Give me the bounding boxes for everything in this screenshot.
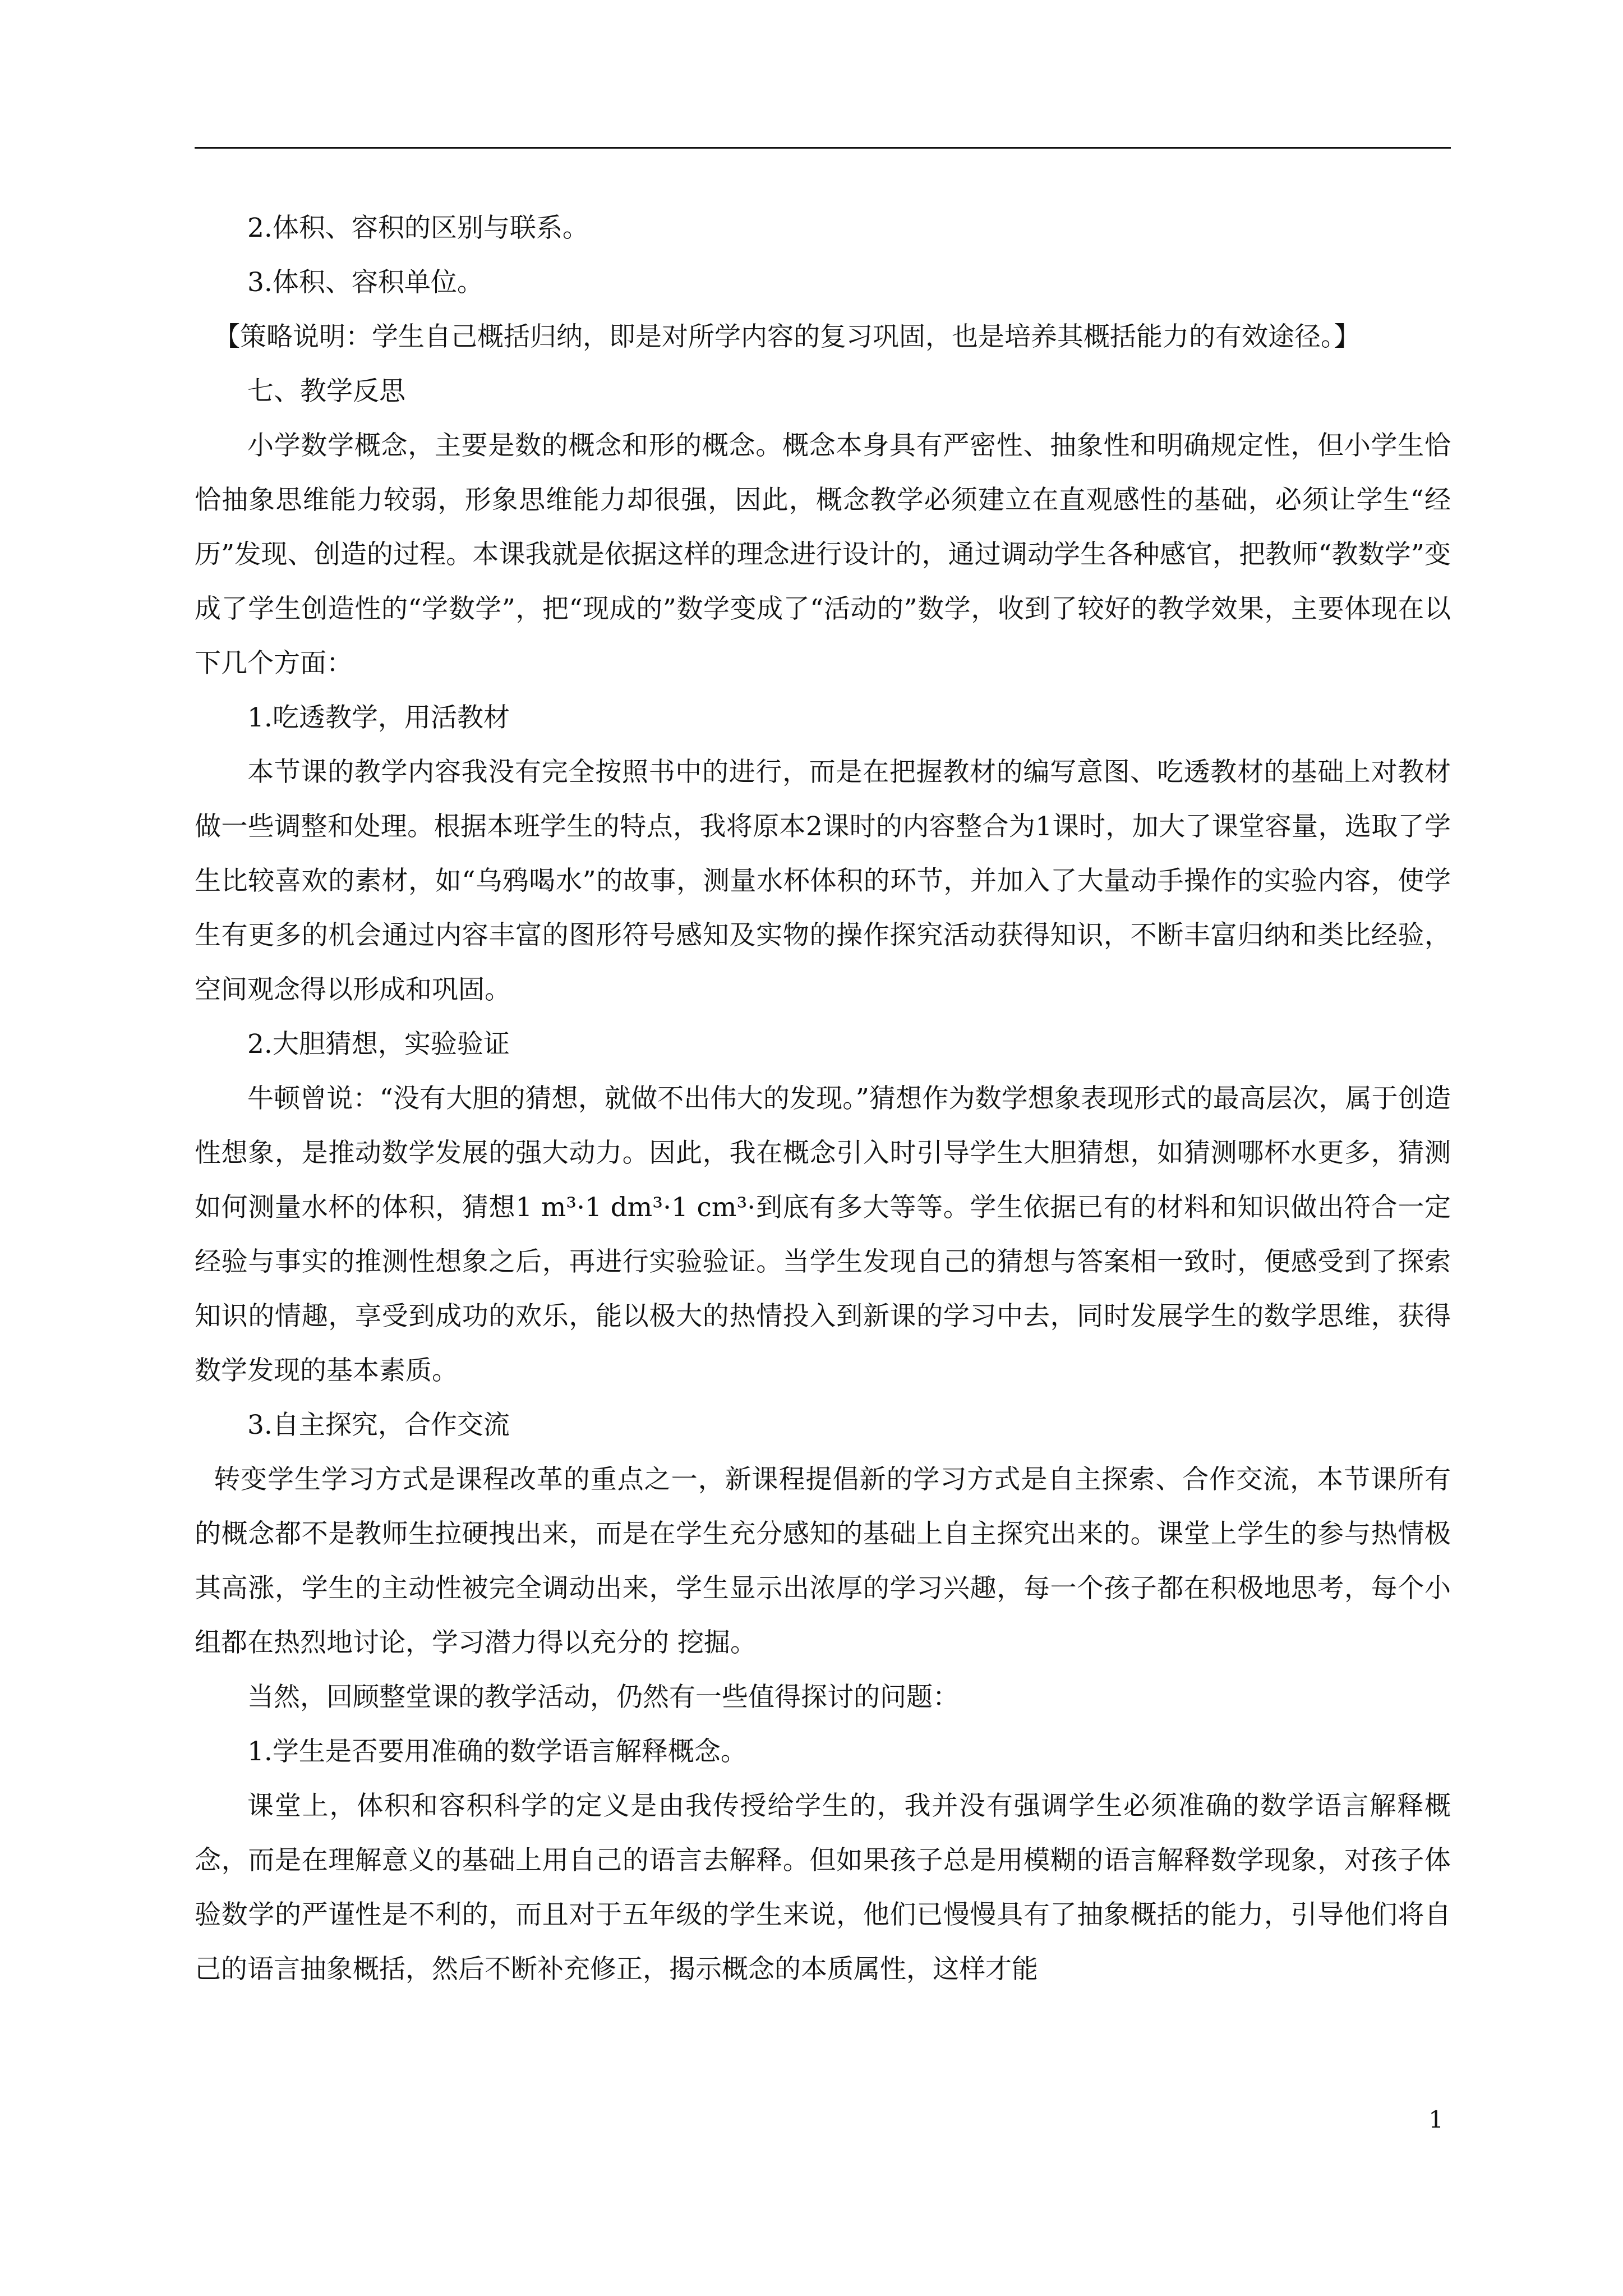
paragraph: 牛顿曾说：“没有大胆的猜想，就做不出伟大的发现。”猜想作为数学想象表现形式的最高层次，属于创造性想象，是推动数学发展的强大动力。因此，我在概念引入时引导学生大胆猜想，如猜测哪杯水更多，猜测如何测量水杯的体积，猜想1 m³·1 dm³·1 cm³·到底有多大等等。学生依据已有的材料和知识做出符合一定经验与事实的推测性想象之后，再进行实验验证。当学生发现自己的猜想与答案相一致时，便感受到了探索知识的情趣，享受到成功的欢乐，能以极大的热情投入到新课的学习中去，同时发展学生的数学思维，获得数学发现的基本素质。 [195,1083,1451,1386]
paragraph: 当然，回顾整堂课的教学活动，仍然有一些值得探讨的问题： [247,1682,959,1713]
paragraph: 2.体积、容积的区别与联系。 [247,213,589,243]
subheading: 1.学生是否要用准确的数学语言解释概念。 [247,1736,747,1767]
paragraph: 转变学生学习方式是课程改革的重点之一，新课程提倡新的学习方式是自主探索、合作交流，本节课所有的概念都不是教师生拉硬拽出来，而是在学生充分感知的基础上自主探究出来的。课堂上学生的参与热情极其高涨，学生的主动性被完全调动出来，学生显示出浓厚的学习兴趣，每一个孩子都在积极地思考，每个小组都在热烈地讨论，学习潜力得以充分的 挖掘。 [195,1464,1451,1658]
section-heading: 七、教学反思 [247,376,405,407]
page-number: 1 [1428,2106,1444,2133]
subheading: 2.大胆猜想，实验验证 [247,1029,510,1060]
page-body [195,201,1451,1996]
paragraph: 本节课的教学内容我没有完全按照书中的进行，而是在把握教材的编写意图、吃透教材的基础上对教材做一些调整和处理。根据本班学生的特点，我将原本2课时的内容整合为1课时，加大了课堂容量，选取了学生比较喜欢的素材，如“乌鸦喝水”的故事，测量水杯体积的环节，并加入了大量动手操作的实验内容，使学生有更多的机会通过内容丰富的图形符号感知及实物的操作探究活动获得知识，不断丰富归纳和类比经验，空间观念得以形成和巩固。 [195,757,1451,1005]
subheading: 3.自主探究，合作交流 [247,1410,510,1441]
paragraph: 课堂上，体积和容积科学的定义是由我传授给学生的，我并没有强调学生必须准确的数学语言解释概念，而是在理解意义的基础上用自己的语言去解释。但如果孩子总是用模糊的语言解释数学现象，对孩子体验数学的严谨性是不利的，而且对于五年级的学生来说，他们已慢慢具有了抽象概括的能力，引导他们将自己的语言抽象概括，然后不断补充修正，揭示概念的本质属性，这样才能 [195,1791,1451,1985]
strategy-note: 【策略说明：学生自己概括归纳，即是对所学内容的复习巩固，也是培养其概括能力的有效途径。】 [214,321,1361,352]
paragraph: 3.体积、容积单位。 [247,267,483,298]
subheading: 1.吃透教学，用活教材 [247,702,510,733]
paragraph: 小学数学概念，主要是数的概念和形的概念。概念本身具有严密性、抽象性和明确规定性，但小学生恰恰抽象思维能力较弱，形象思维能力却很强，因此，概念教学必须建立在直观感性的基础，必须让学生“经历”发现、创造的过程。本课我就是依据这样的理念进行设计的，通过调动学生各种感官，把教师“教数学”变成了学生创造性的“学数学”，把“现成的”数学变成了“活动的”数学，收到了较好的教学效果，主要体现在以下几个方面： [195,430,1451,679]
header-rule [195,147,1451,149]
